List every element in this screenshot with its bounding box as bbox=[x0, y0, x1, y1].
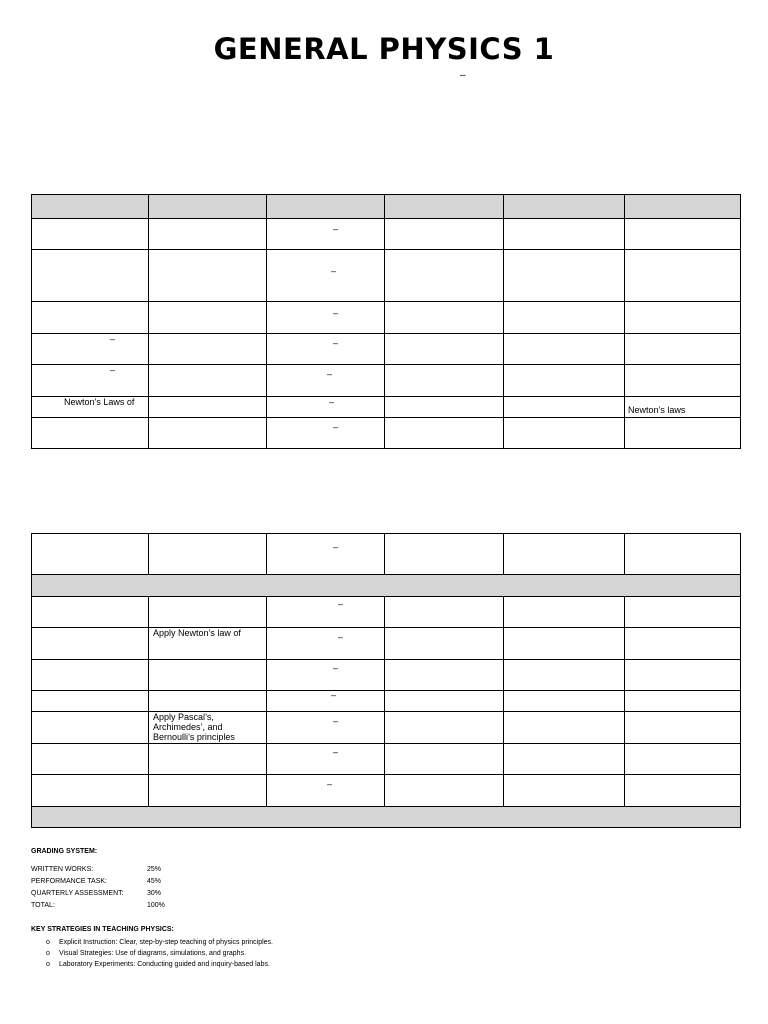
table-cell bbox=[385, 219, 504, 250]
cell-dash: – bbox=[333, 716, 339, 726]
table-cell bbox=[385, 250, 504, 302]
table-cell bbox=[385, 775, 504, 807]
cell-dash: – bbox=[333, 308, 339, 318]
cell-dash: – bbox=[331, 266, 337, 276]
table-cell bbox=[267, 712, 385, 744]
table-cell bbox=[625, 250, 741, 302]
table-cell bbox=[267, 744, 385, 775]
strategies-heading: KEY STRATEGIES IN TEACHING PHYSICS: bbox=[31, 926, 174, 933]
cell-dash: – bbox=[327, 369, 333, 379]
table-cell bbox=[385, 365, 504, 397]
table-row bbox=[32, 691, 741, 712]
table-row bbox=[32, 660, 741, 691]
table-cell bbox=[625, 712, 741, 744]
table-cell bbox=[504, 534, 625, 575]
table-cell bbox=[267, 660, 385, 691]
table-cell bbox=[504, 712, 625, 744]
table-cell bbox=[267, 397, 385, 418]
table-cell bbox=[267, 250, 385, 302]
table-cell bbox=[504, 365, 625, 397]
cell-dash: – bbox=[333, 338, 339, 348]
table-cell bbox=[625, 660, 741, 691]
table-row bbox=[32, 397, 741, 418]
bullet-icon: o bbox=[46, 950, 50, 957]
table-cell bbox=[267, 302, 385, 334]
header-cell bbox=[625, 195, 741, 219]
list-item bbox=[31, 959, 273, 970]
table-cell bbox=[32, 775, 149, 807]
table-row bbox=[32, 628, 741, 660]
header-cell bbox=[149, 195, 267, 219]
section-band-row bbox=[32, 575, 741, 597]
table-row bbox=[32, 418, 741, 449]
table-cell bbox=[32, 628, 149, 660]
grading-value: 45% bbox=[147, 878, 162, 885]
table-cell bbox=[149, 534, 267, 575]
header-cell bbox=[385, 195, 504, 219]
curriculum-table-2 bbox=[31, 533, 741, 828]
strategies-list bbox=[31, 937, 273, 970]
table-cell bbox=[267, 534, 385, 575]
document-title: GENERAL PHYSICS 1 bbox=[213, 32, 555, 66]
table-cell bbox=[32, 712, 149, 744]
table-cell bbox=[625, 691, 741, 712]
table-cell bbox=[149, 219, 267, 250]
table-cell bbox=[267, 334, 385, 365]
cell-dash: – bbox=[333, 542, 339, 552]
table-cell bbox=[32, 534, 149, 575]
table-row bbox=[32, 534, 741, 575]
table-cell bbox=[385, 712, 504, 744]
table-cell bbox=[149, 397, 267, 418]
table-cell bbox=[149, 365, 267, 397]
table-row bbox=[32, 597, 741, 628]
competency-text: Apply Newton’s law of bbox=[153, 628, 241, 638]
cell-dash: – bbox=[110, 365, 116, 375]
section-band bbox=[32, 807, 741, 828]
table-cell bbox=[504, 744, 625, 775]
table-cell bbox=[385, 691, 504, 712]
table-cell bbox=[267, 219, 385, 250]
grading-label: WRITTEN WORKS: bbox=[31, 866, 94, 873]
table-cell bbox=[149, 744, 267, 775]
table-row bbox=[32, 250, 741, 302]
table-cell bbox=[625, 397, 741, 418]
competency-text: Apply Pascal’s, Archimedes’, and Bernoulli’s principles bbox=[153, 712, 235, 742]
cell-dash: – bbox=[110, 334, 116, 344]
table-cell bbox=[267, 418, 385, 449]
section-band-row bbox=[32, 807, 741, 828]
table-cell bbox=[149, 334, 267, 365]
table-cell bbox=[625, 744, 741, 775]
table-cell bbox=[32, 418, 149, 449]
strategy-text: Laboratory Experiments: Conducting guided and inquiry-based labs. bbox=[59, 961, 270, 968]
table-cell bbox=[385, 628, 504, 660]
table-cell bbox=[625, 365, 741, 397]
grading-label: PERFORMANCE TASK: bbox=[31, 878, 107, 885]
table-cell bbox=[385, 418, 504, 449]
cell-dash: – bbox=[331, 690, 337, 700]
cell-dash: – bbox=[333, 422, 339, 432]
grading-value: 25% bbox=[147, 866, 162, 873]
topic-text: Newton’s Laws of bbox=[64, 397, 135, 407]
table-cell bbox=[625, 628, 741, 660]
table-row bbox=[32, 365, 741, 397]
table-row bbox=[32, 775, 741, 807]
table-cell bbox=[385, 397, 504, 418]
table-cell bbox=[625, 534, 741, 575]
cell-dash: – bbox=[333, 224, 339, 234]
table-cell bbox=[625, 775, 741, 807]
table-cell bbox=[149, 660, 267, 691]
table-cell bbox=[625, 219, 741, 250]
table-cell bbox=[149, 628, 267, 660]
table-cell bbox=[267, 597, 385, 628]
table-cell bbox=[267, 691, 385, 712]
table-cell bbox=[32, 397, 149, 418]
table-cell bbox=[504, 660, 625, 691]
table-cell bbox=[385, 597, 504, 628]
table-cell bbox=[504, 334, 625, 365]
bullet-icon: o bbox=[46, 939, 50, 946]
header-cell bbox=[504, 195, 625, 219]
section-band bbox=[32, 575, 741, 597]
table-row bbox=[32, 302, 741, 334]
cell-dash: – bbox=[327, 779, 333, 789]
table-row bbox=[32, 334, 741, 365]
grading-heading: GRADING SYSTEM: bbox=[31, 848, 98, 855]
table-cell bbox=[149, 250, 267, 302]
strategy-text: Visual Strategies: Use of diagrams, simulations, and graphs. bbox=[59, 950, 247, 957]
cell-dash: – bbox=[333, 663, 339, 673]
table-header-row bbox=[32, 195, 741, 219]
table-cell bbox=[32, 219, 149, 250]
table-cell bbox=[625, 334, 741, 365]
table-cell bbox=[149, 597, 267, 628]
table-cell bbox=[504, 628, 625, 660]
header-cell bbox=[32, 195, 149, 219]
table-cell bbox=[504, 775, 625, 807]
table-cell bbox=[625, 597, 741, 628]
table-cell bbox=[504, 302, 625, 334]
table-cell bbox=[32, 597, 149, 628]
table-cell bbox=[625, 418, 741, 449]
list-item bbox=[31, 937, 273, 948]
grading-value: 30% bbox=[147, 890, 162, 897]
title-dash: – bbox=[460, 70, 466, 81]
table-cell bbox=[267, 628, 385, 660]
table-cell bbox=[32, 691, 149, 712]
table-row bbox=[32, 219, 741, 250]
table-cell bbox=[504, 219, 625, 250]
table-cell bbox=[504, 397, 625, 418]
table-cell bbox=[267, 365, 385, 397]
resource-text: Newton’s laws bbox=[628, 405, 686, 415]
cell-dash: – bbox=[333, 747, 339, 757]
curriculum-table-1 bbox=[31, 194, 741, 449]
table-cell bbox=[149, 775, 267, 807]
cell-dash: – bbox=[329, 397, 335, 407]
table-cell bbox=[504, 691, 625, 712]
table-cell bbox=[32, 250, 149, 302]
table-row bbox=[32, 744, 741, 775]
table-cell bbox=[504, 597, 625, 628]
table-row bbox=[32, 712, 741, 744]
table-cell bbox=[32, 365, 149, 397]
header-cell bbox=[267, 195, 385, 219]
table-cell bbox=[504, 250, 625, 302]
table-cell bbox=[32, 334, 149, 365]
table-cell bbox=[149, 712, 267, 744]
table-cell bbox=[32, 744, 149, 775]
grading-value: 100% bbox=[147, 902, 165, 909]
cell-dash: – bbox=[338, 599, 344, 609]
table-cell bbox=[149, 418, 267, 449]
table-cell bbox=[385, 660, 504, 691]
table-cell bbox=[504, 418, 625, 449]
table-cell bbox=[149, 691, 267, 712]
table-cell bbox=[625, 302, 741, 334]
cell-dash: – bbox=[338, 632, 344, 642]
bullet-icon: o bbox=[46, 961, 50, 968]
list-item bbox=[31, 948, 273, 959]
table-cell bbox=[32, 302, 149, 334]
strategy-text: Explicit Instruction: Clear, step-by-step teaching of physics principles. bbox=[59, 939, 273, 946]
table-cell bbox=[149, 302, 267, 334]
table-cell bbox=[385, 302, 504, 334]
table-cell bbox=[32, 660, 149, 691]
table-cell bbox=[385, 334, 504, 365]
table-cell bbox=[267, 775, 385, 807]
grading-label: TOTAL: bbox=[31, 902, 55, 909]
table-cell bbox=[385, 534, 504, 575]
table-cell bbox=[385, 744, 504, 775]
grading-label: QUARTERLY ASSESSMENT: bbox=[31, 890, 124, 897]
